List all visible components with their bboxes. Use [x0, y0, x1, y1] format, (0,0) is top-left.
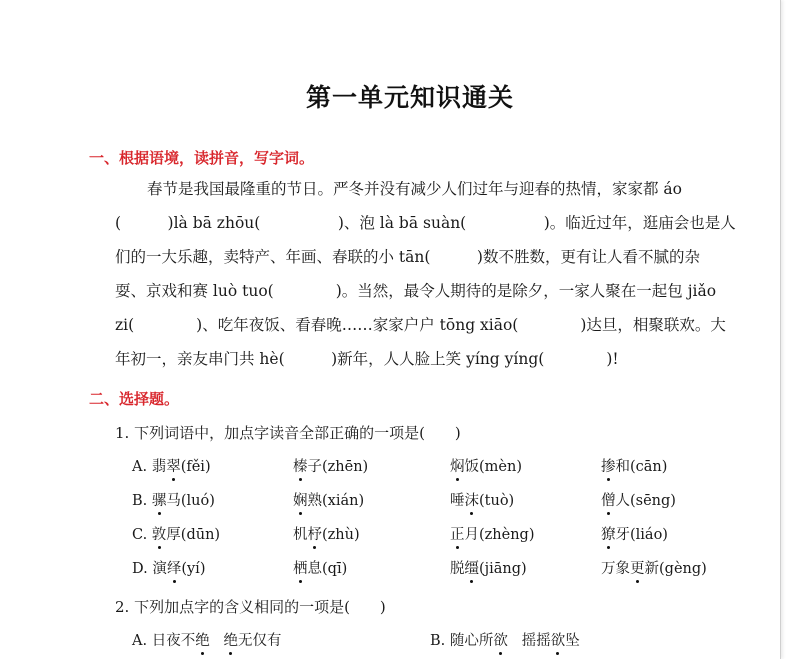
- question-1-option-a-word: [132, 455, 211, 476]
- word-suffix-pinyin: 息(qī): [307, 561, 348, 577]
- dotted-char: 正: [450, 523, 465, 544]
- word-suffix-pinyin: 月(zhèng): [464, 527, 535, 543]
- question-1-option-a-word: [601, 455, 667, 476]
- word-suffix-pinyin: 人(sēng): [615, 493, 676, 509]
- option-label: C.: [132, 527, 148, 543]
- paragraph-line-1: 春节是我国最隆重的节日。严冬并没有减少人们过年与迎春的热情，家家都 áo: [147, 180, 683, 198]
- dotted-char: 欲: [551, 629, 566, 650]
- dotted-char: 翠: [166, 455, 181, 476]
- dotted-char: 娴: [293, 489, 308, 510]
- dotted-char: 栖: [293, 557, 308, 578]
- question-1-option-c-word: [450, 523, 535, 544]
- question-1-option-c-word: [601, 523, 668, 544]
- word-prefix: 唾: [450, 493, 465, 509]
- question-1-option-b-word: [601, 489, 676, 510]
- question-1-option-b-word: [450, 489, 514, 510]
- section-1-heading: 一、根据语境，读拼音，写字词。: [89, 149, 315, 167]
- question-2-option-a: [132, 629, 282, 650]
- paragraph-line-5: zi( )、吃年夜饭、看春晚……家家户户 tōng xiāo( )达旦，相聚联欢。大: [115, 316, 726, 334]
- word-suffix-pinyin: (jiāng): [479, 561, 527, 577]
- dotted-char: 獠: [601, 523, 616, 544]
- question-1-option-b-word: [293, 489, 364, 510]
- dotted-char: 更: [630, 557, 645, 578]
- dotted-char: 骡: [152, 489, 167, 510]
- dotted-char: 绎: [167, 557, 182, 578]
- dotted-char: 僧: [601, 489, 616, 510]
- option-label: A.: [132, 633, 148, 649]
- option-label: D.: [132, 561, 148, 577]
- word-suffix-pinyin: 马(luó): [166, 493, 215, 509]
- question-1-option-c-word: [132, 523, 220, 544]
- question-1-option-d-word: [132, 557, 205, 578]
- word-prefix: 机: [293, 527, 308, 543]
- paragraph-line-2: ( )là bā zhōu( )、泡 là bā suàn( )。临近过年，逛庙会也是人: [115, 214, 736, 232]
- question-2-stem: 2. 下列加点字的含义相同的一项是( ): [115, 598, 386, 616]
- dotted-char: 缰: [465, 557, 480, 578]
- option-a-word-1-prefix: 日夜不: [151, 633, 196, 649]
- word-suffix-pinyin: 熟(xián): [307, 493, 365, 509]
- word-prefix: 万象: [601, 561, 630, 577]
- page-title: 第一单元知识通关: [305, 83, 514, 112]
- word-suffix-pinyin: 子(zhēn): [307, 459, 369, 475]
- word-suffix-pinyin: 新(gèng): [644, 561, 707, 577]
- dotted-char: 焖: [450, 455, 465, 476]
- option-b-word-1-prefix: 随心所: [449, 633, 494, 649]
- question-1-stem: 1. 下列词语中，加点字读音全部正确的一项是( ): [115, 424, 461, 442]
- word-prefix: 演: [152, 561, 167, 577]
- word-suffix-pinyin: (tuò): [479, 493, 515, 509]
- word-suffix-pinyin: (yí): [181, 561, 206, 577]
- question-1-option-c-word: [293, 523, 360, 544]
- dotted-char: 沫: [465, 489, 480, 510]
- question-1-option-a-word: [293, 455, 368, 476]
- word-suffix-pinyin: 饭(mèn): [464, 459, 522, 475]
- question-2-option-b: [430, 629, 580, 650]
- option-label: B.: [430, 633, 446, 649]
- dotted-char: 榛: [293, 455, 308, 476]
- paragraph-line-4: 耍、京戏和赛 luò tuo( )。当然，最令人期待的是除夕，一家人聚在一起包 jiǎo: [115, 282, 717, 300]
- option-a-word-2-suffix: 无仅有: [238, 633, 282, 649]
- word-suffix-pinyin: (zhù): [322, 527, 360, 543]
- word-prefix: 翡: [151, 459, 167, 475]
- question-1-option-a-word: [450, 455, 522, 476]
- option-label: B.: [132, 493, 148, 509]
- paragraph-line-3: 们的一大乐趣，卖特产、年画、春联的小 tān( )数不胜数，更有让人看不腻的杂: [115, 248, 700, 266]
- option-b-word-2-suffix: 坠: [565, 633, 580, 649]
- option-label: A.: [132, 459, 148, 475]
- question-1-option-b-word: [132, 489, 215, 510]
- option-b-word-2-prefix: 摇摇: [521, 633, 551, 649]
- dotted-char: 掺: [601, 455, 616, 476]
- dotted-char: 欲: [493, 629, 508, 650]
- word-suffix-pinyin: (fěi): [180, 459, 211, 475]
- question-1-option-d-word: [293, 557, 347, 578]
- dotted-char: 绝: [195, 629, 210, 650]
- question-1-option-d-word: [450, 557, 527, 578]
- word-suffix-pinyin: 厚(dūn): [166, 527, 221, 543]
- dotted-char: 敦: [152, 523, 167, 544]
- dotted-char: 绝: [224, 629, 239, 650]
- dotted-char: 杼: [308, 523, 323, 544]
- word-suffix-pinyin: 牙(liáo): [615, 527, 668, 543]
- section-2-heading: 二、选择题。: [89, 390, 180, 408]
- word-suffix-pinyin: 和(cān): [615, 459, 668, 475]
- paragraph-line-6: 年初一，亲友串门共 hè( )新年，人人脸上笑 yíng yíng( )!: [115, 350, 619, 368]
- word-prefix: 脱: [450, 561, 465, 577]
- question-1-option-d-word: [601, 557, 707, 578]
